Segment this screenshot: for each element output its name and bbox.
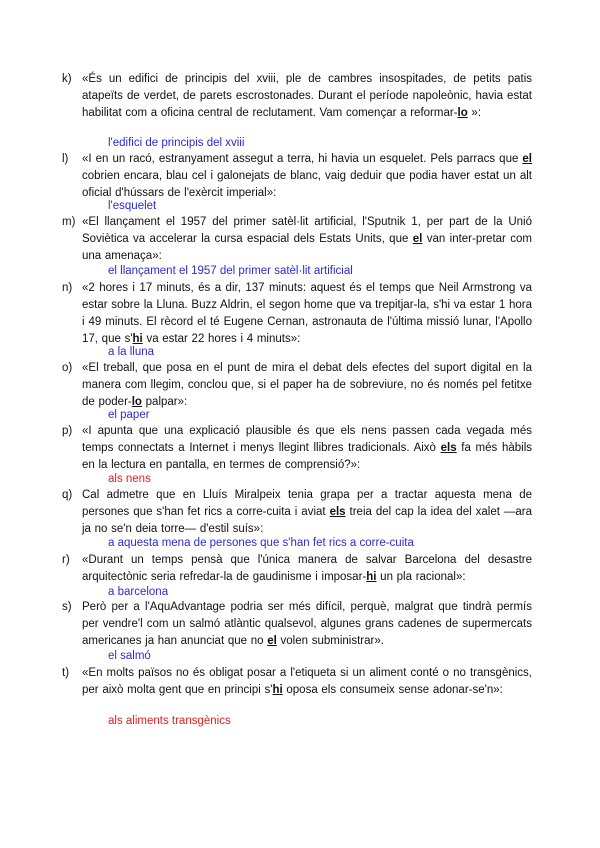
answer-t: als aliments transgènics xyxy=(108,715,231,727)
pronoun-highlight: el xyxy=(412,233,423,245)
answer-s: el salmó xyxy=(108,650,151,662)
sentence-text: va estar 22 hores i 4 minuts»: xyxy=(142,333,301,345)
answer-m: el llançament el 1957 del primer satèl·lit artificial xyxy=(108,265,353,277)
sentence-text: «I en un racó, estranyament assegut a terra, hi havia un esquelet. Pels parracs que xyxy=(82,153,523,165)
item-sentence xyxy=(82,552,532,586)
pronoun-highlight: lo xyxy=(131,396,142,408)
sentence-text: oposa els consumeix sense adonar-se'n»: xyxy=(282,684,503,696)
item-letter: r) xyxy=(62,554,70,566)
item-sentence xyxy=(82,423,532,474)
sentence-text: «El treball, que posa en el punt de mira el debat dels efectes del suport digital en la manera com llegim, conclou que, si el paper ha de sobreviure, no és només pel fetitxe de poder- xyxy=(82,362,532,408)
exercise-item-r xyxy=(62,552,532,586)
sentence-text: fa més hàbils en la lectura en pantalla, en termes de comprensió?»: xyxy=(82,442,532,471)
exercise-item-o xyxy=(62,360,532,411)
pronoun-highlight: hi xyxy=(272,684,283,696)
item-sentence xyxy=(82,214,532,265)
item-sentence xyxy=(82,665,532,699)
exercise-item-t xyxy=(62,665,532,699)
exercise-item-p xyxy=(62,423,532,474)
pronoun-highlight: lo xyxy=(457,107,468,119)
answer-q: a aquesta mena de persones que s'han fet rics a corre-cuita xyxy=(108,537,414,549)
answer-p: als nens xyxy=(108,473,151,485)
answer-r: a barcelona xyxy=(108,586,169,598)
answer-o: el paper xyxy=(108,409,150,421)
answer-k: l'edifici de principis del xviii xyxy=(108,137,245,149)
exercise-item-m xyxy=(62,214,532,265)
sentence-text: »: xyxy=(467,107,482,119)
item-letter: m) xyxy=(62,216,76,228)
item-letter: k) xyxy=(62,73,72,85)
exercise-item-k xyxy=(62,71,532,122)
sentence-text: un pla racional»: xyxy=(376,571,466,583)
sentence-text: palpar»: xyxy=(141,396,188,408)
pronoun-highlight: hi xyxy=(366,571,377,583)
item-letter: p) xyxy=(62,425,73,437)
exercise-item-q xyxy=(62,487,532,538)
exercise-item-n xyxy=(62,280,532,348)
sentence-text: cobrien encara, blau cel i galonejats de blanc, vaig deduir que podia haver estat un alt oficial d'hússars de l'exèrcit imperial»: xyxy=(82,170,532,199)
sentence-text: «En molts països no és obligat posar a l'etiqueta si un aliment conté o no transgènics, per això molta gent que en principi s' xyxy=(82,667,532,696)
pronoun-highlight: el xyxy=(267,635,277,647)
sentence-text: «Durant un temps pensà que l'única manera de salvar Barcelona del desastre arquitectònic seria refredar-la de gaudinisme i imposar- xyxy=(82,554,532,583)
item-sentence xyxy=(82,360,532,411)
exercise-item-l xyxy=(62,151,532,202)
item-sentence xyxy=(82,280,532,348)
sentence-text: «I apunta que una explicació plausible és que els nens passen cada vegada més temps connectats a Internet i menys llegint llibres tradicionals. Això xyxy=(82,425,532,454)
item-sentence xyxy=(82,71,532,122)
exercise-item-s xyxy=(62,599,532,650)
pronoun-highlight: els xyxy=(329,506,346,518)
item-letter: n) xyxy=(62,282,73,294)
sentence-text: «És un edifici de principis del xviii, ple de cambres insospitades, de petits patis atapeïts de verdet, de parets escrostonades. Durant el període napoleònic, havia estat habilitat com a oficina central de reclutament. Vam començar a reformar- xyxy=(82,73,532,119)
pronoun-highlight: hi xyxy=(132,333,143,345)
item-letter: l) xyxy=(62,153,69,165)
item-sentence xyxy=(82,487,532,538)
item-letter: o) xyxy=(62,362,73,374)
item-letter: q) xyxy=(62,489,73,501)
sentence-text: «2 hores i 17 minuts, és a dir, 137 minuts: aquest és el temps que Neil Armstrong va estar sobre la Lluna. Buzz Aldrin, el segon home que va trepitjar-la, s'hi va estar 1 hora i 49 minuts. El rècord el té Eugene Cernan, astronauta de l'última missió lunar, l'Apollo 17, que s' xyxy=(82,282,532,345)
pronoun-highlight: els xyxy=(440,442,457,454)
sentence-text: Però per a l'AquAdvantage podria ser més difícil, perquè, malgrat que tindrà permís per vendre'l com un salmó atlàntic qualsevol, algunes grans cadenes de supermercats americanes ja han anunciat que no xyxy=(82,601,532,647)
sentence-text: Cal admetre que en Lluís Miralpeix tenia grapa per a tractar aquesta mena de persones que s'han fet rics a corre-cuita i aviat xyxy=(82,489,532,518)
answer-l: l'esquelet xyxy=(108,200,157,212)
sentence-text: volen subministrar». xyxy=(276,635,384,647)
item-letter: s) xyxy=(62,601,72,613)
pronoun-highlight: el xyxy=(522,153,532,165)
item-sentence xyxy=(82,151,532,202)
sentence-text: van inter-pretar com una amenaça»: xyxy=(82,233,532,262)
sentence-text: treia del cap la idea del xalet —ara ja no se'n deia torre— d'estil suís»: xyxy=(82,506,532,535)
item-sentence xyxy=(82,599,532,650)
item-letter: t) xyxy=(62,667,70,679)
answer-n: a la lluna xyxy=(108,346,155,358)
sentence-text: «El llançament el 1957 del primer satèl·lit artificial, l'Sputnik 1, per part de la Unió Soviètica va accelerar la cursa espacial dels Estats Units, que xyxy=(82,216,532,245)
